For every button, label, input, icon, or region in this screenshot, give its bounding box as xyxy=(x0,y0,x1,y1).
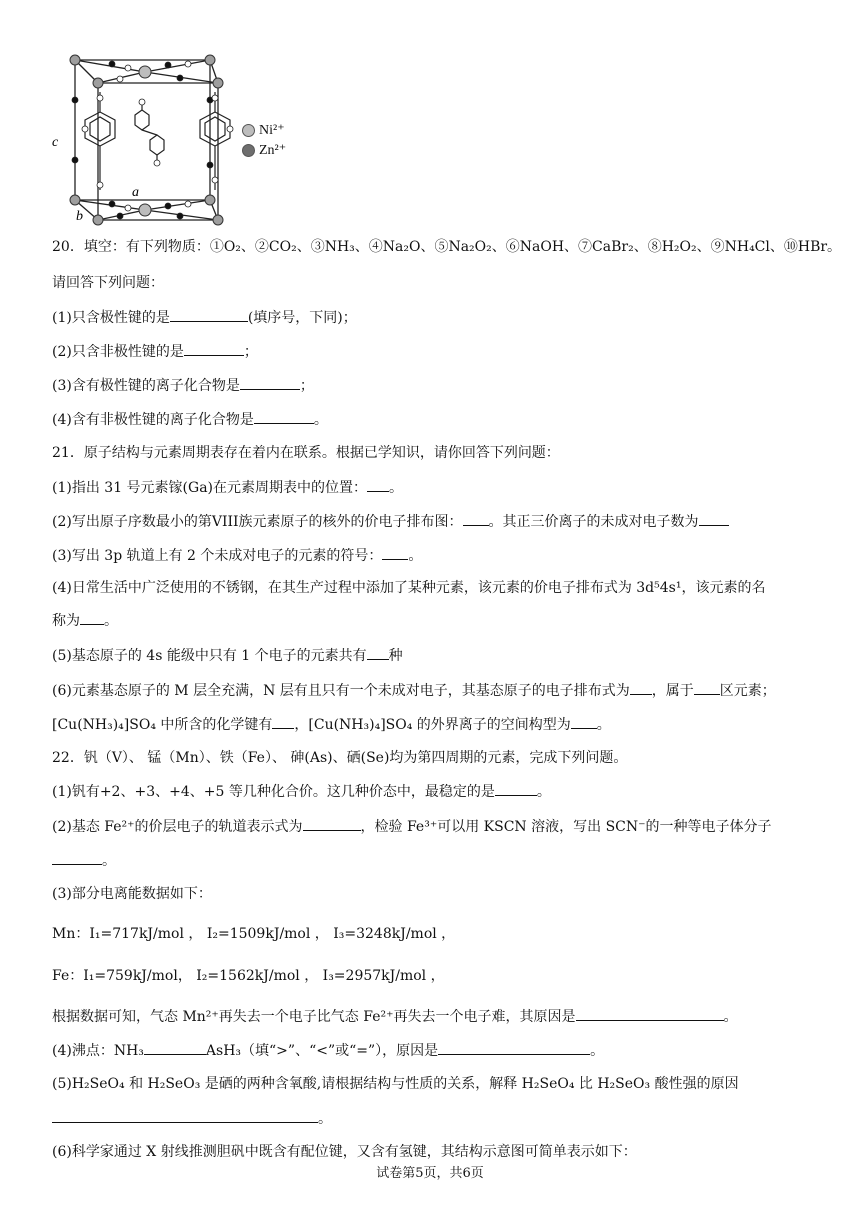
axis-label-c: c xyxy=(52,135,59,150)
q22-part2-cont xyxy=(52,850,116,871)
q20-part1-note: (填序号，下同)； xyxy=(247,310,357,326)
q20-part2 xyxy=(52,341,258,362)
q21-part2-text: (2)写出原子序数最小的第VIII族元素原子的核外的价电子排布图： xyxy=(52,514,463,530)
q21-part4-text2: 称为 xyxy=(52,613,80,629)
legend-zn-swatch xyxy=(242,144,255,157)
answer-blank[interactable] xyxy=(254,409,314,424)
answer-blank[interactable] xyxy=(170,307,248,322)
q21-part6-text3: 区元素； xyxy=(719,683,776,699)
axis-label-a: a xyxy=(132,185,139,200)
q21-part4-cont xyxy=(52,610,118,631)
q20-part1-text: (1)只含极性键的是 xyxy=(52,310,170,326)
answer-blank[interactable] xyxy=(272,714,294,729)
q22-part4-end: 。 xyxy=(590,1043,605,1059)
q20-prompt: 请回答下列问题： xyxy=(52,275,164,291)
q21-part1-end: 。 xyxy=(389,480,403,496)
q22-part2-end: 。 xyxy=(102,853,116,869)
q20-part3-end: ； xyxy=(299,378,314,394)
answer-blank[interactable] xyxy=(144,1040,206,1055)
answer-blank[interactable] xyxy=(699,511,729,526)
answer-blank[interactable] xyxy=(52,850,102,865)
q21-part1-text: (1)指出 31 号元素镓(Ga)在元素周期表中的位置： xyxy=(52,480,367,496)
answer-blank[interactable] xyxy=(694,680,720,695)
q22-part4 xyxy=(52,1040,604,1061)
q20-part4 xyxy=(52,409,328,430)
q21-part4-end: 。 xyxy=(104,613,118,629)
q21-part6-text4: [Cu(NH₃)₄]SO₄ 中所含的化学键有 xyxy=(52,717,273,733)
q21-part3-text: (3)写出 3p 轨道上有 2 个未成对电子的元素的符号： xyxy=(52,548,383,564)
q22-part3: (3)部分电离能数据如下： xyxy=(52,886,212,902)
answer-blank[interactable] xyxy=(52,1108,318,1123)
q21-part3-end: 。 xyxy=(408,548,423,564)
q22-part3-text: 根据数据可知，气态 Mn²⁺再失去一个电子比气态 Fe²⁺再失去一个电子难，其原因是 xyxy=(52,1009,576,1025)
page-footer: 试卷第5页，共6页 xyxy=(376,1166,484,1181)
q20-part2-end: ； xyxy=(243,344,258,360)
q21-part6-text5: ，[Cu(NH₃)₄]SO₄ 的外界离子的空间构型为 xyxy=(294,717,571,733)
q22-part3-reason xyxy=(52,1006,738,1027)
answer-blank[interactable] xyxy=(571,714,597,729)
answer-blank[interactable] xyxy=(576,1006,724,1021)
q22-part5-end: 。 xyxy=(318,1111,332,1127)
q20-part4-text: (4)含有非极性键的离子化合物是 xyxy=(52,412,254,428)
legend-ni-label: Ni²⁺ xyxy=(259,123,285,138)
q21-part3 xyxy=(52,545,422,566)
q21-part6-text: (6)元素基态原子的 M 层全充满，N 层有且只有一个未成对电子，其基态原子的电子排布式为 xyxy=(52,683,630,699)
q20-part3 xyxy=(52,375,314,396)
ionization-fe: Fe：I₁=759kJ/mol， I₂=1562kJ/mol ， I₃=2957kJ/mol ， xyxy=(52,968,445,984)
q20-part3-text: (3)含有极性键的离子化合物是 xyxy=(52,378,240,394)
answer-blank[interactable] xyxy=(382,545,408,560)
q22-part2-text: (2)基态 Fe²⁺的价层电子的轨道表示式为 xyxy=(52,819,303,835)
q20-stem: 20．填空：有下列物质：①O₂、②CO₂、③NH₃、④Na₂O、⑤Na₂O₂、⑥NaOH、⑦CaBr₂、⑧H₂O₂、⑨NH₄Cl、⑩HBr。 xyxy=(52,239,842,255)
q21-part4: (4)日常生活中广泛使用的不锈钢，在其生产过程中添加了某种元素，该元素的价电子排布式为 3d⁵4s¹，该元素的名 xyxy=(52,580,766,596)
q21-part2 xyxy=(52,511,729,532)
q22-stem: 22．钒（V）、 锰（Mn）、铁（Fe）、 砷(As)、硒(Se)均为第四周期的元素，完成下列问题。 xyxy=(52,750,628,766)
answer-blank[interactable] xyxy=(184,341,244,356)
q22-part1-text: (1)钒有+2、+3、+4、+5 等几种化合价。这几种价态中，最稳定的是 xyxy=(52,784,495,800)
crystal-structure-figure xyxy=(40,50,300,230)
q22-part5: (5)H₂SeO₄ 和 H₂SeO₃ 是硒的两种含氧酸,请根据结构与性质的关系，解释 H₂SeO₄ 比 H₂SeO₃ 酸性强的原因 xyxy=(52,1076,739,1092)
q20-part4-end: 。 xyxy=(313,412,328,428)
q22-part1-end: 。 xyxy=(536,784,551,800)
q21-part1 xyxy=(52,477,403,498)
axis-label-b: b xyxy=(76,209,83,224)
q21-part6-text2: ，属于 xyxy=(651,683,694,699)
crystal-structure-diagram xyxy=(40,50,300,230)
legend-ni-swatch xyxy=(242,124,255,137)
answer-blank[interactable] xyxy=(463,511,489,526)
answer-blank[interactable] xyxy=(80,610,104,625)
legend-zn-label: Zn²⁺ xyxy=(259,143,287,158)
q22-part6: (6)科学家通过 X 射线推测胆矾中既含有配位键，又含有氢键，其结构示意图可简单表示如下： xyxy=(52,1144,637,1160)
q21-stem: 21．原子结构与元素周期表存在着内在联系。根据已学知识，请你回答下列问题： xyxy=(52,445,560,461)
q21-part6 xyxy=(52,680,776,701)
q22-part5-cont xyxy=(52,1108,332,1129)
answer-blank[interactable] xyxy=(367,477,389,492)
q21-part5 xyxy=(52,645,403,666)
q20-part1 xyxy=(52,307,357,328)
answer-blank[interactable] xyxy=(303,816,361,831)
q22-part1 xyxy=(52,781,551,802)
ionization-mn: Mn：I₁=717kJ/mol ， I₂=1509kJ/mol ， I₃=3248kJ/mol ， xyxy=(52,926,456,942)
answer-blank[interactable] xyxy=(240,375,300,390)
answer-blank[interactable] xyxy=(438,1040,590,1055)
q21-part6-cont xyxy=(52,714,611,735)
q22-part2 xyxy=(52,816,772,837)
answer-blank[interactable] xyxy=(495,781,537,796)
answer-blank[interactable] xyxy=(367,645,389,660)
q21-part6-end: 。 xyxy=(596,717,611,733)
legend-ni xyxy=(242,122,285,139)
legend-zn xyxy=(242,142,286,159)
q22-part2-text2: ，检验 Fe³⁺可以用 KSCN 溶液，写出 SCN⁻的一种等电子体分子 xyxy=(360,819,772,835)
q21-part2-text2: 。其正三价离子的未成对电子数为 xyxy=(488,514,699,530)
q21-part5-end: 种 xyxy=(388,648,403,664)
q22-part4-text2: AsH₃（填“>”、“<”或“=”），原因是 xyxy=(205,1043,439,1059)
q20-part2-text: (2)只含非极性键的是 xyxy=(52,344,184,360)
q21-part5-text: (5)基态原子的 4s 能级中只有 1 个电子的元素共有 xyxy=(52,648,367,664)
answer-blank[interactable] xyxy=(630,680,652,695)
q22-part4-text: (4)沸点：NH₃ xyxy=(52,1043,144,1059)
q22-part3-end: 。 xyxy=(723,1009,738,1025)
